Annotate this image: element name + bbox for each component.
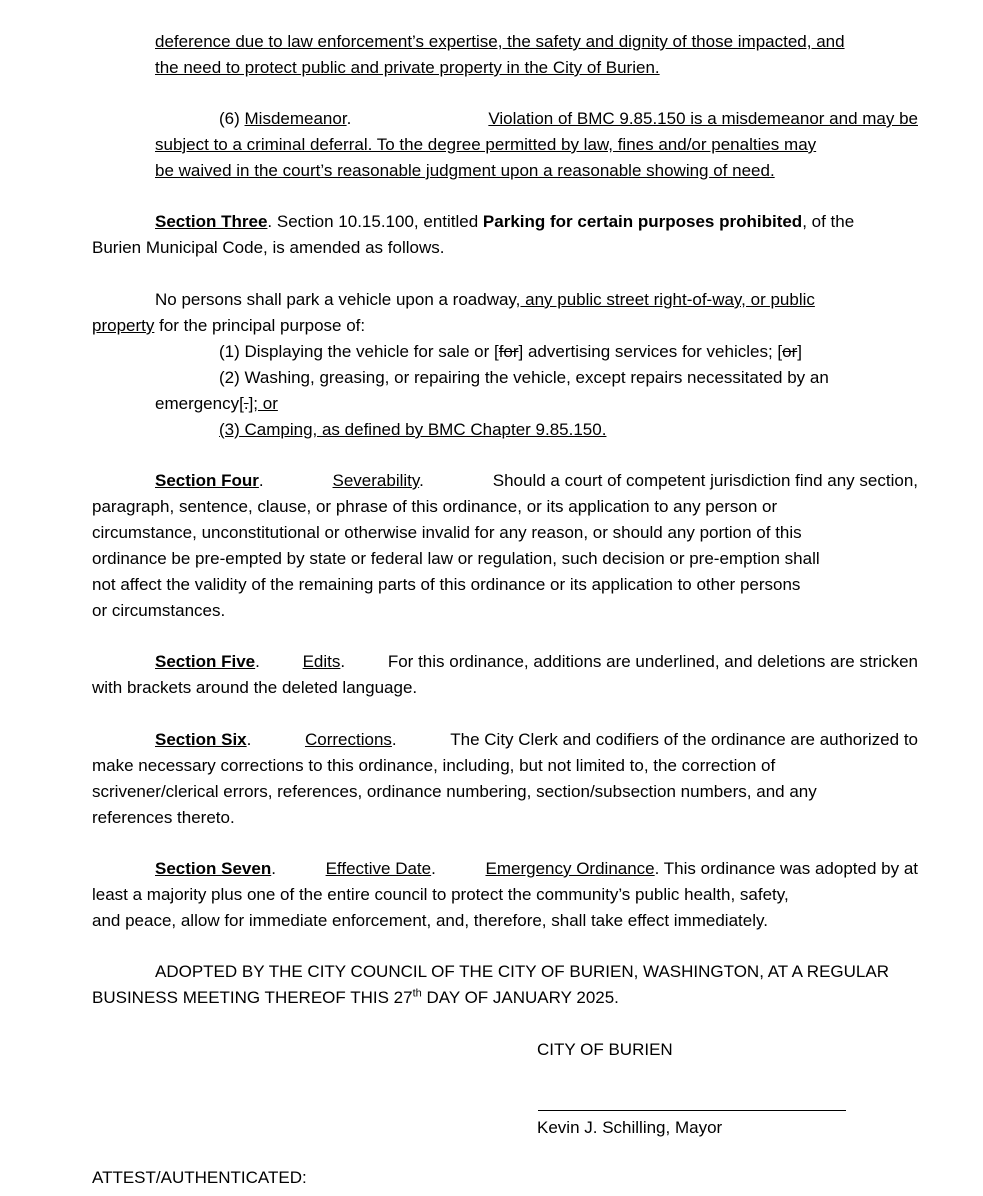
- added-text: ; or: [253, 394, 278, 413]
- text-line: and peace, allow for immediate enforcement, and, therefore, shall take effect immediately.: [92, 911, 768, 930]
- text-line: make necessary corrections to this ordinance, including, but not limited to, the correction of: [92, 756, 776, 775]
- section-five-heading: Edits: [302, 652, 341, 671]
- text-line: Section Six. Corrections. The City Clerk and codifiers of the ordinance are authorized to: [155, 730, 918, 749]
- section-four-heading: Severability: [332, 471, 420, 490]
- misdemeanor-heading: Misdemeanor: [244, 109, 347, 128]
- adopted-paragraph: [92, 959, 918, 1011]
- text-line: or circumstances.: [92, 601, 226, 620]
- text-line: the need to protect public and private property in the City of Burien.: [155, 58, 660, 77]
- added-text: (3) Camping, as defined by BMC Chapter 9.85.150.: [219, 420, 607, 439]
- text-line: ordinance be pre-empted by state or federal law or regulation, such decision or pre-emption shall: [92, 549, 820, 568]
- section-six-heading: Corrections: [304, 730, 392, 749]
- section-six: [92, 727, 918, 831]
- section-three-title: Parking for certain purposes prohibited: [482, 212, 803, 231]
- section-three: [92, 209, 918, 261]
- deleted-text: for: [498, 342, 519, 361]
- text-line: subject to a criminal deferral. To the degree permitted by law, fines and/or penalties may: [155, 135, 817, 154]
- section-three-label: Section Three: [155, 212, 268, 231]
- list-item: (2) Washing, greasing, or repairing the vehicle, except repairs necessitated by an: [219, 368, 829, 387]
- signature-name: Kevin J. Schilling, Mayor: [537, 1118, 723, 1137]
- signature-city: CITY OF BURIEN: [537, 1040, 673, 1059]
- text-line: references thereto.: [92, 808, 235, 827]
- text-line: paragraph, sentence, clause, or phrase of this ordinance, or its application to any person or: [92, 497, 778, 516]
- text-line: scrivener/clerical errors, references, ordinance numbering, section/subsection numbers, and any: [92, 782, 817, 801]
- intro-paragraph: [155, 29, 918, 81]
- text-line: be waived in the court’s reasonable judgment upon a reasonable showing of need.: [155, 161, 775, 180]
- deleted-text: .: [243, 394, 249, 413]
- text-line: property for the principal purpose of:: [92, 316, 366, 335]
- text-line: not affect the validity of the remaining parts of this ordinance or its application to other persons: [92, 575, 801, 594]
- text-line: with brackets around the deleted language.: [92, 678, 418, 697]
- text-line: (6) Misdemeanor. Violation of BMC 9.85.150 is a misdemeanor and may be: [219, 109, 918, 128]
- section-four: [92, 468, 918, 624]
- text-line: emergency[.]; or: [155, 394, 278, 413]
- list-item: (1) Displaying the vehicle for sale or [for] advertising services for vehicles; [or]: [219, 342, 802, 361]
- text-line: Section Three. Section 10.15.100, entitled Parking for certain purposes prohibited, of the: [155, 212, 855, 231]
- text-line: Section Five. Edits. For this ordinance, additions are underlined, and deletions are stricken: [155, 652, 918, 671]
- section-five-label: Section Five: [155, 652, 256, 671]
- parking-paragraph: [92, 287, 918, 443]
- added-text: property: [92, 316, 155, 335]
- signature-line: [538, 1110, 846, 1111]
- attest-label: ATTEST/AUTHENTICATED:: [92, 1168, 307, 1187]
- added-text: , any public street right-of-way, or public: [515, 290, 815, 309]
- section-five: [92, 649, 918, 701]
- text-line: Section Seven. Effective Date. Emergency Ordinance. This ordinance was adopted by at: [155, 859, 918, 878]
- section-four-label: Section Four: [155, 471, 259, 490]
- deleted-text: or: [782, 342, 798, 361]
- section-seven: [92, 856, 918, 934]
- text-line: Section Four. Severability. Should a court of competent jurisdiction find any section,: [155, 471, 918, 490]
- text-line: ADOPTED BY THE CITY COUNCIL OF THE CITY OF BURIEN, WASHINGTON, AT A REGULAR: [155, 962, 889, 981]
- text-line: BUSINESS MEETING THEREOF THIS 27th DAY OF JANUARY 2025.: [92, 987, 619, 1007]
- section-seven-heading-1: Effective Date: [325, 859, 432, 878]
- text-line: No persons shall park a vehicle upon a roadway, any public street right-of-way, or public: [155, 290, 815, 309]
- text-line: Burien Municipal Code, is amended as follows.: [92, 238, 445, 257]
- section-six-label: Section Six: [155, 730, 247, 749]
- text-line: circumstance, unconstitutional or otherwise invalid for any reason, or should any portion of this: [92, 523, 802, 542]
- misdemeanor-paragraph: [155, 106, 918, 184]
- section-seven-heading-2: Emergency Ordinance: [485, 859, 655, 878]
- list-item: [92, 417, 918, 443]
- text-line: least a majority plus one of the entire council to protect the community’s public health, safety,: [92, 885, 789, 904]
- section-seven-label: Section Seven: [155, 859, 272, 878]
- text-line: deference due to law enforcement’s expertise, the safety and dignity of those impacted, and: [155, 32, 845, 51]
